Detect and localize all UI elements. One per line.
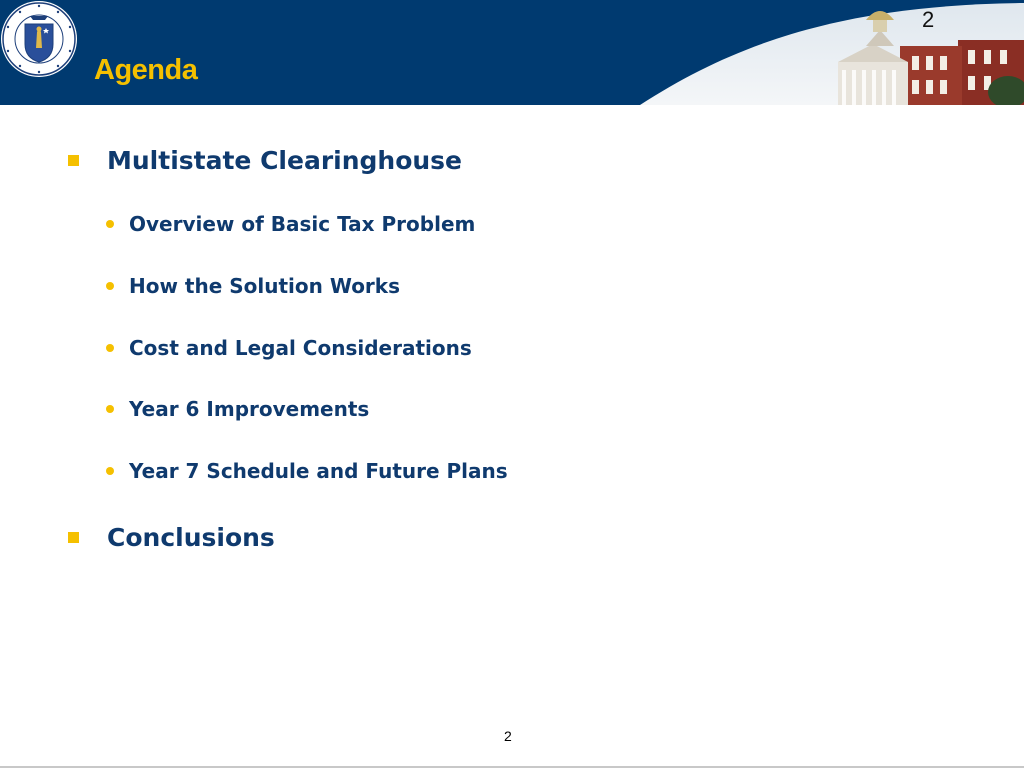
agenda-subitem <box>106 336 472 360</box>
slide-title: Agenda <box>94 54 198 86</box>
agenda-item-label: Conclusions <box>107 523 275 552</box>
agenda-item <box>68 146 462 175</box>
square-bullet-icon <box>68 532 79 543</box>
square-bullet-icon <box>68 155 79 166</box>
header-banner <box>0 0 1024 105</box>
massachusetts-seal-icon <box>0 0 78 78</box>
agenda-item-label: Multistate Clearinghouse <box>107 146 463 175</box>
agenda-subitem <box>106 459 508 483</box>
page-number-top: 2 <box>922 7 935 32</box>
round-bullet-icon <box>106 344 114 352</box>
round-bullet-icon <box>106 220 114 228</box>
agenda-item <box>68 523 275 552</box>
agenda-subitem-label: Year 7 Schedule and Future Plans <box>129 459 508 483</box>
agenda-subitem-label: How the Solution Works <box>129 274 400 298</box>
agenda-subitem <box>106 397 369 421</box>
round-bullet-icon <box>106 282 114 290</box>
page-number-bottom: 2 <box>504 728 512 744</box>
agenda-subitem-label: Overview of Basic Tax Problem <box>129 212 476 236</box>
round-bullet-icon <box>106 405 114 413</box>
agenda-subitem <box>106 274 400 298</box>
agenda-subitem <box>106 212 475 236</box>
agenda-subitem-label: Year 6 Improvements <box>129 397 370 421</box>
round-bullet-icon <box>106 467 114 475</box>
agenda-subitem-label: Cost and Legal Considerations <box>129 336 472 360</box>
slide-header <box>0 0 1024 105</box>
